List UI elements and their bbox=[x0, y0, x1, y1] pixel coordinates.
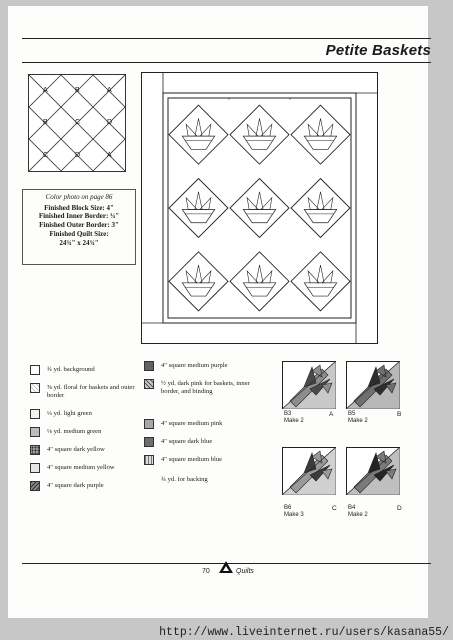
basket-block-b5 bbox=[346, 361, 400, 409]
fabric-label: ¾ yd. for backing bbox=[161, 476, 208, 483]
block-code: B3 bbox=[284, 411, 292, 417]
fabric-swatch bbox=[144, 361, 154, 371]
fabric-swatch bbox=[30, 427, 40, 437]
fabric-label: 4" square medium yellow bbox=[47, 464, 115, 471]
quilt-info-box bbox=[22, 189, 136, 265]
info-line: Finished Block Size: 4" bbox=[44, 203, 114, 212]
page-number: 70 bbox=[202, 568, 210, 575]
fabric-swatch bbox=[30, 481, 40, 491]
block-make-count: Make 3 bbox=[284, 512, 304, 518]
placement-letter: D bbox=[107, 119, 113, 126]
fabric-label: ¼ yd. light green bbox=[47, 410, 92, 417]
placement-letter: B bbox=[43, 119, 48, 126]
fabric-swatch bbox=[144, 379, 154, 389]
placement-letter: D bbox=[75, 152, 81, 159]
fabric-item bbox=[144, 362, 256, 371]
info-line: Finished Quilt Size: bbox=[49, 229, 109, 238]
fabric-label: ¾ yd. background bbox=[47, 366, 95, 373]
color-photo-note: Color photo on page 86 bbox=[45, 193, 113, 201]
fabric-swatch bbox=[144, 419, 154, 429]
fabric-label: 4" square medium blue bbox=[161, 456, 223, 463]
block-letter: A bbox=[329, 411, 334, 418]
fabric-label: ⅛ yd. medium green bbox=[47, 428, 102, 435]
fabric-swatch bbox=[144, 455, 154, 465]
basket-block-graphic bbox=[282, 361, 336, 409]
top-rule bbox=[22, 38, 431, 39]
block-placement-diagram bbox=[28, 74, 126, 172]
placement-letter: C bbox=[75, 119, 81, 126]
fabric-item bbox=[144, 456, 254, 465]
fabric-swatch bbox=[144, 437, 154, 447]
fabric-item bbox=[30, 410, 140, 419]
info-line: Finished Inner Border: ¾" bbox=[38, 212, 120, 221]
basket-block-graphic bbox=[282, 447, 336, 495]
fabric-item bbox=[30, 446, 140, 455]
fabric-label: ⅝ yd. floral for baskets and outer border bbox=[47, 384, 135, 399]
fabric-item bbox=[144, 420, 254, 429]
fabric-swatch bbox=[30, 409, 40, 419]
fabric-item bbox=[30, 366, 140, 375]
block-code: B6 bbox=[284, 505, 292, 511]
fabric-swatch bbox=[30, 445, 40, 455]
placement-letter: A bbox=[43, 87, 48, 94]
source-watermark: http://www.liveinternet.ru/users/kasana55/ bbox=[159, 626, 449, 639]
fabric-label: 4" square dark blue bbox=[161, 438, 213, 445]
fabric-item bbox=[30, 428, 140, 437]
placement-letter: B bbox=[75, 87, 80, 94]
block-letter: B bbox=[397, 411, 402, 418]
fabric-item bbox=[30, 482, 140, 491]
placement-letter: A bbox=[107, 152, 112, 159]
quilt-drawing bbox=[141, 72, 378, 344]
fabric-label: 4" square dark purple bbox=[47, 482, 104, 489]
title-underline bbox=[22, 62, 431, 63]
fabric-swatch bbox=[30, 365, 40, 375]
basket-block-graphic bbox=[346, 361, 400, 409]
block-make-count: Make 2 bbox=[348, 418, 368, 424]
fabric-item bbox=[30, 464, 140, 473]
block-code: B5 bbox=[348, 411, 356, 417]
fabric-item bbox=[30, 384, 140, 399]
block-code: B4 bbox=[348, 505, 356, 511]
block-make-count: Make 2 bbox=[284, 418, 304, 424]
fabric-legend bbox=[30, 362, 270, 506]
basket-block-b4 bbox=[346, 447, 400, 495]
block-letter: D bbox=[397, 505, 402, 512]
magazine-name: Quilts bbox=[236, 568, 254, 575]
page-title: Petite Baskets bbox=[325, 42, 431, 59]
fabric-item bbox=[144, 438, 254, 447]
fabric-item bbox=[161, 476, 261, 484]
quilt-illustration bbox=[141, 72, 378, 344]
fabric-item bbox=[144, 380, 254, 395]
info-line: 24¾" x 24¾" bbox=[59, 238, 99, 247]
fabric-label: 4" square dark yellow bbox=[47, 446, 105, 453]
info-line: Finished Outer Border: 3" bbox=[39, 221, 119, 230]
block-make-count: Make 2 bbox=[348, 512, 368, 518]
placement-letter: A bbox=[107, 87, 112, 94]
fabric-swatch bbox=[30, 463, 40, 473]
basket-block-graphic bbox=[346, 447, 400, 495]
fabric-label: ½ yd. dark pink for baskets, inner border, and binding bbox=[161, 380, 250, 395]
basket-block-b3 bbox=[282, 361, 336, 409]
magazine-logo-icon bbox=[219, 561, 233, 573]
basket-block-b6 bbox=[282, 447, 336, 495]
fabric-label: 4" square medium pink bbox=[161, 420, 223, 427]
block-letter: C bbox=[332, 505, 337, 512]
fabric-label: 4" square medium purple bbox=[161, 362, 228, 369]
fabric-swatch bbox=[30, 383, 40, 393]
placement-letter: C bbox=[43, 152, 49, 159]
